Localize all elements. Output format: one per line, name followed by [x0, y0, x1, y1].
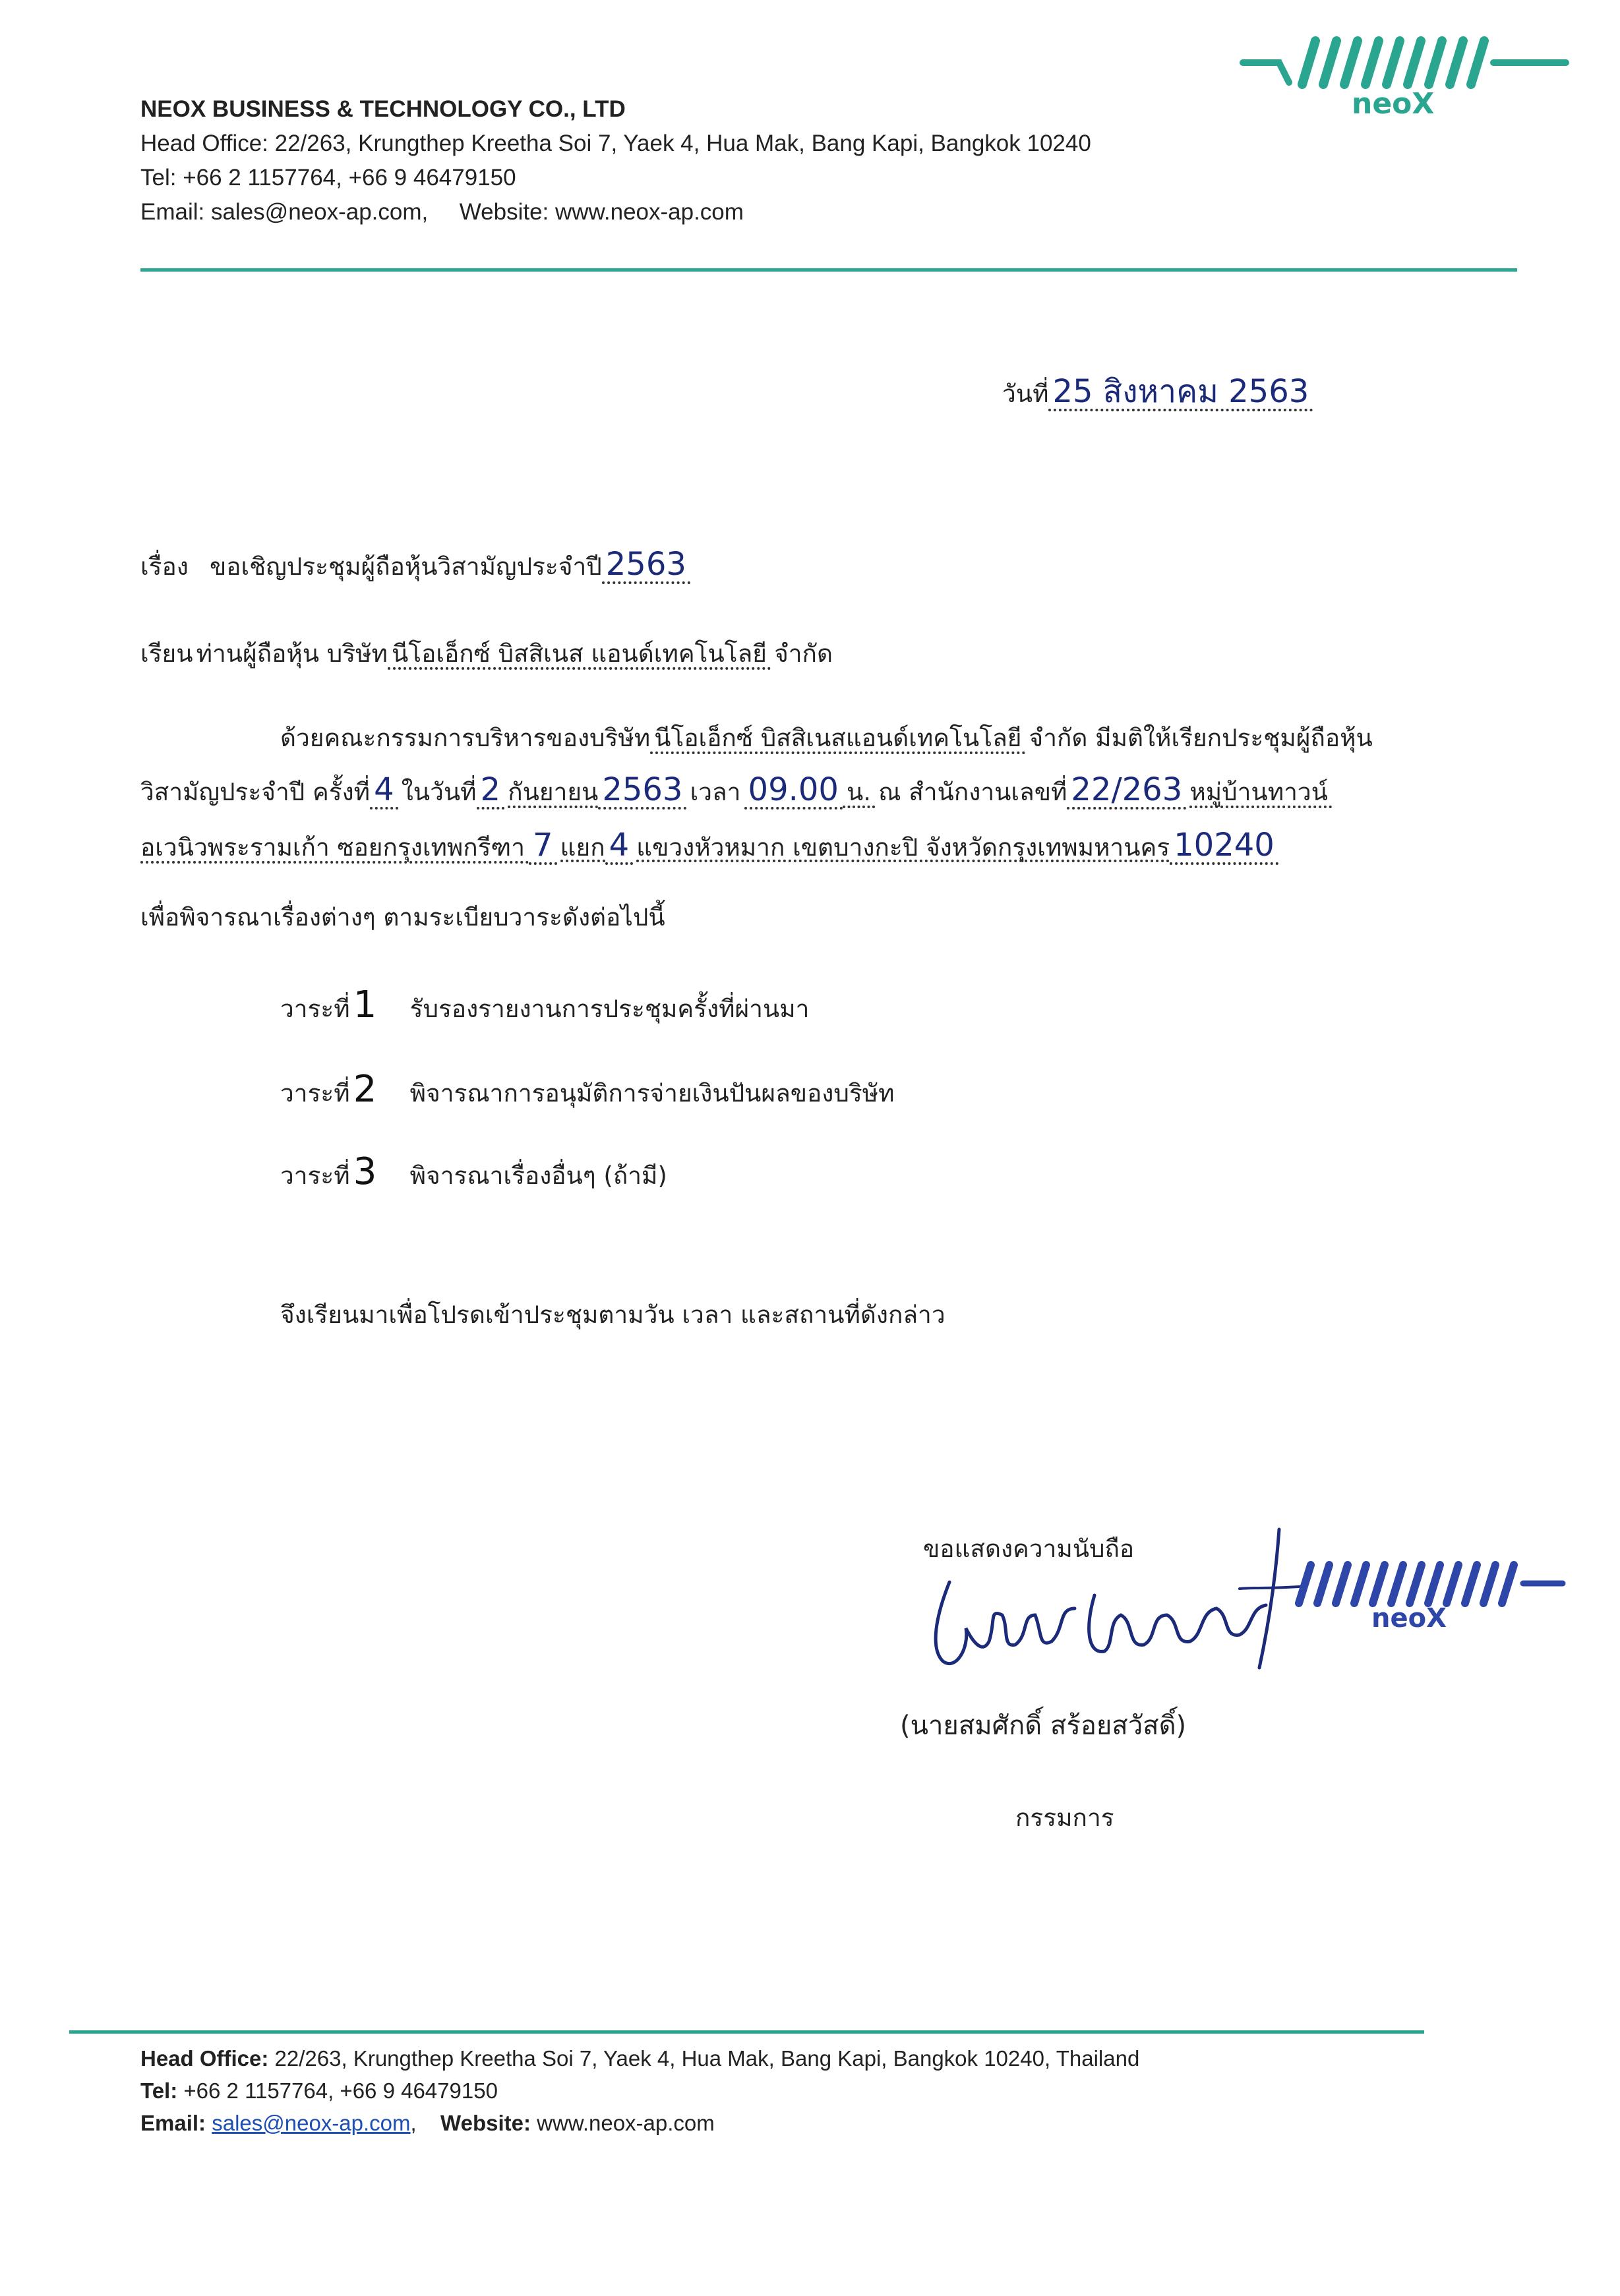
head-office-address: Head Office: 22/263, Krungthep Kreetha Soi 7, Yaek 4, Hua Mak, Bang Kapi, Bangkok 10240 [140, 131, 1091, 156]
body-line-3: อเวนิวพระรามเก้า ซอยกรุงเทพกรีฑา 7 แยก 4 แขวงหัวหมาก เขตบางกะปิ จังหวัดกรุงเทพมหานคร 10240 [140, 829, 1278, 865]
time-unit: น. [843, 780, 875, 808]
agenda-text: พิจารณาการอนุมัติการจ่ายเงินปันผลของบริษัท [409, 1079, 895, 1107]
stamp-text: neoX [1371, 1603, 1447, 1634]
yaek-number: 4 [605, 829, 634, 865]
meeting-day: 2 [477, 774, 505, 809]
agenda-number: 1 [353, 984, 377, 1026]
agenda-item-1: วาระที่ 1 รับรองรายงานการประชุมครั้งที่ผ่านมา [280, 984, 810, 1026]
recipient-line [140, 634, 833, 673]
footer-divider [69, 2030, 1424, 2034]
header-divider [140, 268, 1517, 272]
agenda-text: รับรองรายงานการประชุมครั้งที่ผ่านมา [409, 995, 810, 1023]
logo-text: neoX [1352, 87, 1435, 121]
logo-stripes-icon [1240, 33, 1569, 92]
date-value: 25 สิงหาคม 2563 [1048, 376, 1313, 411]
soi-number: 7 [529, 829, 557, 865]
footer-contact: Email: sales@neox-ap.com, Website: www.neox-ap.com [140, 2111, 715, 2135]
meeting-year: 2563 [598, 774, 686, 809]
website-text: Website: www.neox-ap.com [459, 199, 744, 225]
date-prefix: วันที่ [1002, 380, 1049, 408]
recipient-text: ท่านผู้ถือหุ้น บริษัท [196, 639, 388, 668]
letter-date [1002, 374, 1313, 413]
agenda-text: พิจารณาเรื่องอื่นๆ (ถ้ามี) [409, 1162, 667, 1190]
agenda-number: 3 [353, 1150, 377, 1193]
closing-sentence: จึงเรียนมาเพื่อโปรดเข้าประชุมตามวัน เวลา และสถานที่ดังกล่าว [280, 1301, 945, 1329]
contact-line [140, 195, 1091, 229]
body-line-1: ด้วยคณะกรรมการบริหารของบริษัท นีโอเอ็กซ์ บิสสิเนสแอนด์เทคโนโลยี จำกัด มีมติให้เรียกประชุมผู้ถือหุ้น [280, 719, 1373, 757]
footer-tel: Tel: +66 2 1157764, +66 9 46479150 [140, 2078, 498, 2103]
postal-code: 10240 [1170, 829, 1278, 865]
village-name: หมู่บ้านทาวน์ [1189, 780, 1332, 808]
footer-website: www.neox-ap.com [537, 2111, 715, 2135]
stamp-stripes-icon [1286, 1556, 1582, 1608]
agenda-number: 2 [353, 1068, 377, 1111]
letterhead [140, 92, 1091, 229]
recipient-suffix: จำกัด [774, 639, 833, 668]
body-line-4: เพื่อพิจารณาเรื่องต่างๆ ตามระเบียบวาระดังต่อไปนี้ [140, 903, 665, 931]
subject-label: เรื่อง [140, 552, 189, 581]
agenda-item-3: วาระที่ 3 พิจารณาเรื่องอื่นๆ (ถ้ามี) [280, 1150, 667, 1193]
phone-numbers: Tel: +66 2 1157764, +66 9 46479150 [140, 165, 516, 191]
body-company: นีโอเอ็กซ์ บิสสิเนสแอนด์เทคโนโลยี [650, 726, 1025, 754]
meeting-time: 09.00 [744, 774, 843, 809]
meeting-number: 4 [370, 774, 398, 809]
recipient-company: นีโอเอ็กซ์ บิสสิเนส แอนด์เทคโนโลยี [388, 641, 771, 670]
regards-text: ขอแสดงความนับถือ [923, 1535, 1135, 1563]
email-text: Email: sales@neox-ap.com, [140, 199, 429, 225]
footer [140, 2042, 1139, 2139]
agenda-item-2: วาระที่ 2 พิจารณาการอนุมัติการจ่ายเงินปันผลของบริษัท [280, 1068, 895, 1111]
subject-line [140, 547, 690, 586]
office-number: 22/263 [1067, 774, 1186, 809]
company-logo [1240, 33, 1569, 125]
company-name: NEOX BUSINESS & TECHNOLOGY CO., LTD [140, 96, 626, 122]
meeting-month: กันยายน [508, 780, 598, 808]
body-line-2: วิสามัญประจำปี ครั้งที่ 4 ในวันที่ 2 กันยายน 2563 เวลา 09.00 น. ณ สำนักงานเลขที่ 22/263 หมู่บ้านทาวน์ [140, 773, 1332, 811]
signer-title: กรรมการ [1015, 1804, 1114, 1832]
subject-text: ขอเชิญประชุมผู้ถือหุ้นวิสามัญประจำปี [210, 552, 602, 581]
subject-year: 2563 [602, 548, 690, 584]
footer-office: Head Office: 22/263, Krungthep Kreetha Soi 7, Yaek 4, Hua Mak, Bang Kapi, Bangkok 10240, Thailand [140, 2046, 1140, 2071]
signer-name: (นายสมศักดิ์ สร้อยสวัสดิ์) [900, 1711, 1187, 1741]
footer-email-link[interactable]: sales@neox-ap.com [212, 2111, 411, 2135]
handwritten-signature-icon [910, 1516, 1319, 1714]
company-stamp [1286, 1556, 1582, 1655]
recipient-label: เรียน [140, 639, 193, 668]
